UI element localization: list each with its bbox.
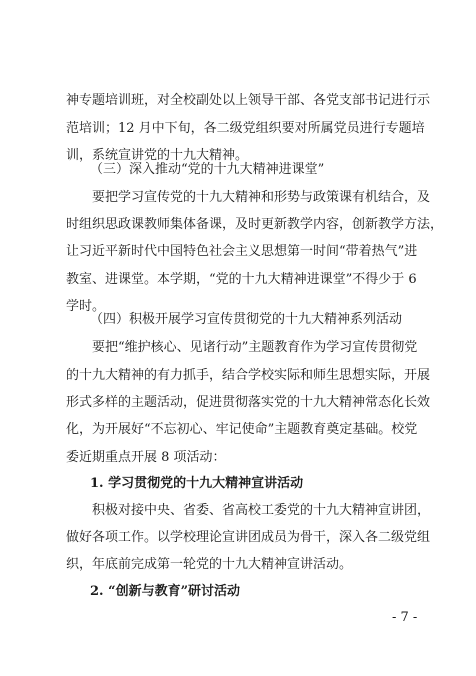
- body-text-line: 做好各项工作。以学校理论宣讲团成员为骨干，深入各二级党组: [66, 530, 431, 545]
- body-text-line: 的十九大精神的有力抓手，结合学校实际和师生思想实际，开展: [66, 368, 431, 383]
- body-text-line: 织，年底前完成第一轮党的十九大精神宣讲活动。: [66, 557, 353, 572]
- subsection-heading: 1. 学习贯彻党的十九大精神宣讲活动: [90, 476, 304, 491]
- body-text-line: 学时。: [66, 299, 106, 314]
- body-text-line: 化，为开展好“不忘初心、牢记使命”主题教育奠定基础。校党: [66, 422, 418, 437]
- body-text-line: 委近期重点开展 8 项活动：: [66, 450, 226, 465]
- body-text-line: 要把学习宣传党的十九大精神和形势与政策课有机结合，及: [92, 190, 431, 205]
- subsection-heading: 2. “创新与教育”研讨活动: [90, 584, 241, 599]
- body-text-line: 神专题培训班，对全校副处以上领导干部、各党支部书记进行示: [66, 93, 431, 108]
- body-text-line: 范培训；12 月中下旬，各二级党组织要对所属党员进行专题培: [66, 121, 425, 136]
- body-text-line: 训，系统宣讲党的十九大精神。: [66, 148, 249, 163]
- page-number: - 7 -: [392, 610, 418, 625]
- body-text-line: 时组织思政课教师集体备课，及时更新教学内容，创新教学方法，: [66, 217, 444, 232]
- body-text-line: 形式多样的主题活动，促进贯彻落实党的十九大精神常态化长效: [66, 395, 431, 410]
- body-text-line: 要把“维护核心、见诸行动”主题教育作为学习宣传贯彻党: [92, 340, 418, 355]
- section-heading: （四）积极开展学习宣传贯彻党的十九大精神系列活动: [90, 312, 403, 327]
- section-heading: （三）深入推动“党的十九大精神进课堂”: [90, 162, 325, 177]
- body-text-line: 积极对接中央、省委、省高校工委党的十九大精神宣讲团，: [92, 503, 431, 518]
- body-text-line: 让习近平新时代中国特色社会主义思想第一时间“带着热气”进: [66, 244, 418, 259]
- body-text-line: 教室、进课堂。本学期，“党的十九大精神进课堂”不得少于 6: [66, 272, 417, 287]
